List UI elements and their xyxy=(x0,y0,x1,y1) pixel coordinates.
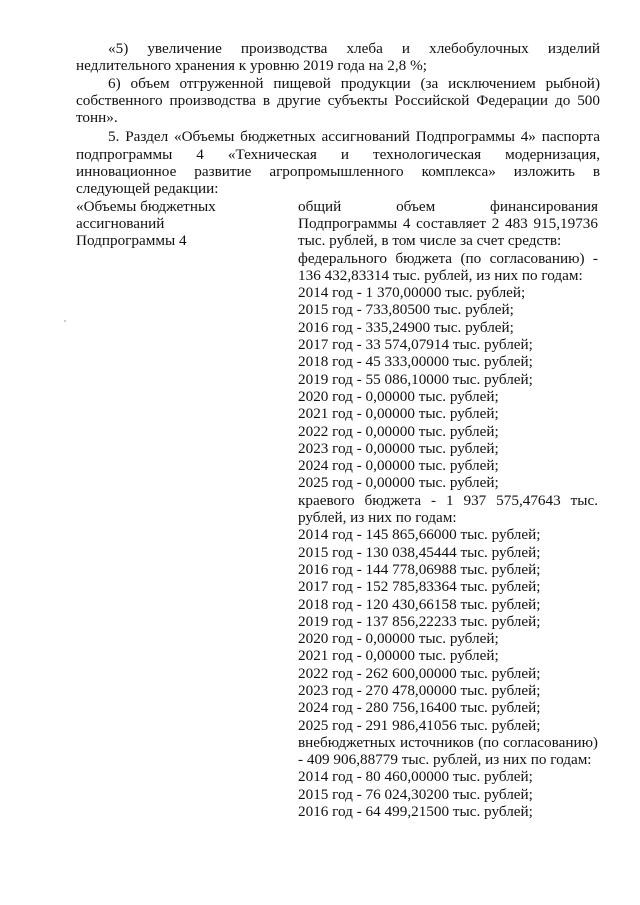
federal-year-line: 2016 год - 335,24900 тыс. рублей; xyxy=(298,318,514,336)
budget-label-line: «Объемы бюджетных xyxy=(76,197,216,215)
budget-label-cell xyxy=(76,198,298,821)
federal-year-line: 2025 год - 0,00000 тыс. рублей; xyxy=(298,474,499,492)
regional-year-line: 2025 год - 291 986,41056 тыс. рублей; xyxy=(298,716,541,734)
regional-year-line: 2021 год - 0,00000 тыс. рублей; xyxy=(298,647,499,665)
federal-year-line: 2021 год - 0,00000 тыс. рублей; xyxy=(298,405,499,423)
regional-years-list xyxy=(298,526,598,734)
extrabudget-intro: внебюджетных источников (по согласованию) - 409 906,88779 тыс. рублей, из них по годам: xyxy=(298,733,598,769)
federal-budget-intro: федерального бюджета (по согласованию) - 136 432,83314 тыс. рублей, из них по годам: xyxy=(298,249,598,284)
federal-year-line: 2015 год - 733,80500 тыс. рублей; xyxy=(298,301,514,319)
regional-year-line: 2022 год - 262 600,00000 тыс. рублей; xyxy=(298,664,541,682)
paragraph-item-6: 6) объем отгруженной пищевой продукции (за исключением рыбной) собственного производства в другие субъекты Российской Федерации до 500 тонн». xyxy=(76,74,600,127)
regional-year-line: 2017 год - 152 785,83364 тыс. рублей; xyxy=(298,578,541,596)
budget-label-line: ассигнований xyxy=(76,214,165,232)
document-page xyxy=(76,40,600,820)
regional-year-line: 2016 год - 144 778,06988 тыс. рублей; xyxy=(298,560,541,578)
extrabudget-year-line: 2015 год - 76 024,30200 тыс. рублей; xyxy=(298,785,533,803)
extrabudget-year-line: 2016 год - 64 499,21500 тыс. рублей; xyxy=(298,803,533,821)
regional-year-line: 2019 год - 137 856,22233 тыс. рублей; xyxy=(298,612,541,630)
regional-year-line: 2024 год - 280 756,16400 тыс. рублей; xyxy=(298,699,541,717)
total-financing-text: общий объем финансирования Подпрограммы 4 составляет 2 483 915,19736 тыс. рублей, в том числе за счет средств: xyxy=(298,197,598,250)
extrabudget-years-list xyxy=(298,768,598,820)
federal-year-line: 2017 год - 33 574,07914 тыс. рублей; xyxy=(298,336,533,354)
paragraph-item-5: «5) увеличение производства хлеба и хлебобулочных изделий недлительного хранения к уровню 2019 года на 2,8 %; xyxy=(76,40,600,75)
regional-year-line: 2014 год - 145 865,66000 тыс. рублей; xyxy=(298,526,541,544)
federal-year-line: 2014 год - 1 370,00000 тыс. рублей; xyxy=(298,284,526,302)
budget-label-line: Подпрограммы 4 xyxy=(76,232,187,250)
scan-speck xyxy=(64,320,66,322)
extrabudget-year-line: 2014 год - 80 460,00000 тыс. рублей; xyxy=(298,768,533,786)
federal-year-line: 2020 год - 0,00000 тыс. рублей; xyxy=(298,387,499,405)
budget-table xyxy=(76,198,600,821)
federal-year-line: 2018 год - 45 333,00000 тыс. рублей; xyxy=(298,353,533,371)
federal-years-list xyxy=(298,284,598,492)
budget-value-cell xyxy=(298,198,598,821)
regional-year-line: 2018 год - 120 430,66158 тыс. рублей; xyxy=(298,595,541,613)
federal-year-line: 2023 год - 0,00000 тыс. рублей; xyxy=(298,439,499,457)
federal-year-line: 2019 год - 55 086,10000 тыс. рублей; xyxy=(298,370,533,388)
regional-year-line: 2015 год - 130 038,45444 тыс. рублей; xyxy=(298,543,541,561)
paragraph-section-5: 5. Раздел «Объемы бюджетных ассигнований Подпрограммы 4» паспорта подпрограммы 4 «Техническая и технологическая модернизация, инновационное развитие агропромышленного комплекса» изложить в следующей редакции: xyxy=(76,128,600,198)
federal-year-line: 2022 год - 0,00000 тыс. рублей; xyxy=(298,422,499,440)
regional-year-line: 2023 год - 270 478,00000 тыс. рублей; xyxy=(298,681,541,699)
regional-budget-intro: краевого бюджета - 1 937 575,47643 тыс. рублей, из них по годам: xyxy=(298,491,598,527)
federal-year-line: 2024 год - 0,00000 тыс. рублей; xyxy=(298,457,499,475)
regional-year-line: 2020 год - 0,00000 тыс. рублей; xyxy=(298,630,499,648)
